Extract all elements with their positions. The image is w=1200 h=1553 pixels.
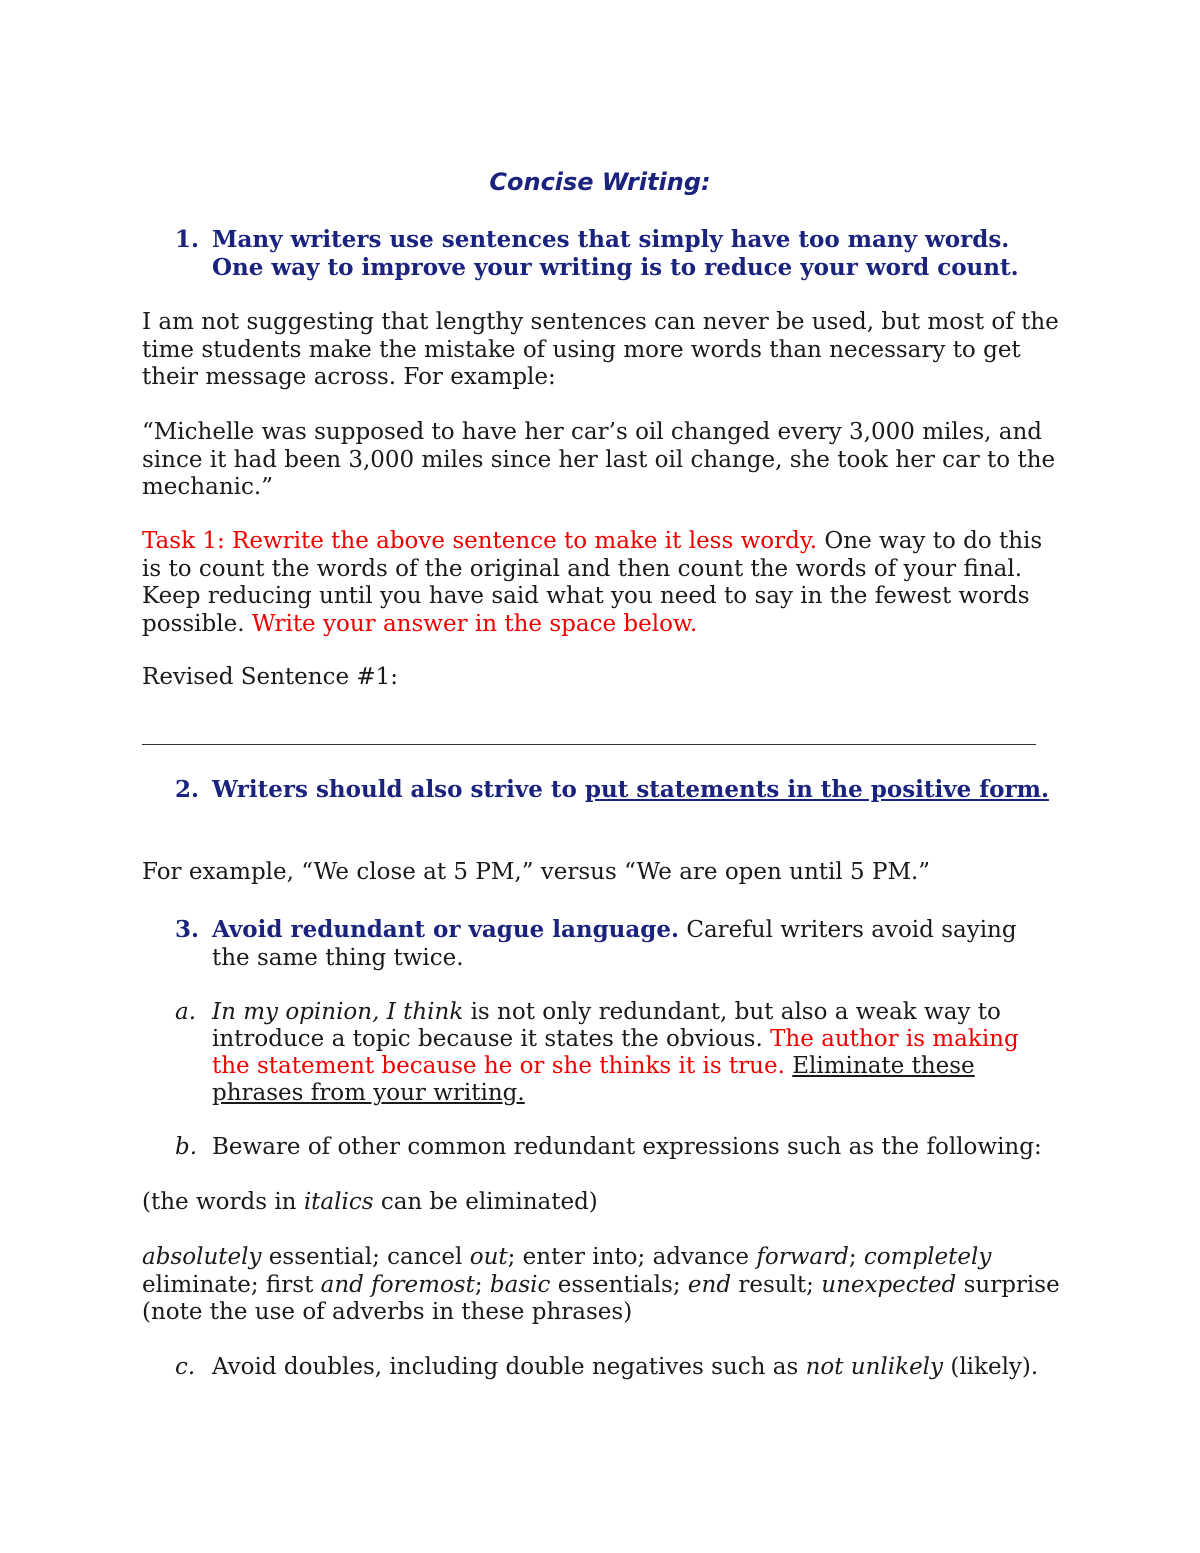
point-3-lead: Avoid redundant or vague language. xyxy=(212,916,680,943)
sub-item-c-text xyxy=(212,1354,1055,1381)
italics-note-post: can be eliminated) xyxy=(373,1189,598,1215)
point-1-line-2: One way to improve your writing is to reduce your word count. xyxy=(212,254,1019,281)
sub-item-c-italic: not unlikely xyxy=(805,1354,944,1380)
expression-text: surprise (note the use of adverbs in these phrases) xyxy=(142,1271,1060,1325)
intro-paragraph: I am not suggesting that lengthy sentences can never be used, but most of the time students make the mistake of using more words than necessary to get their message across. For example: xyxy=(142,309,1059,390)
redundant-expressions xyxy=(142,1244,1062,1327)
point-3-text xyxy=(212,916,1055,972)
sub-item-a-text xyxy=(212,999,1055,1107)
point-2-underlined: put statements in the positive form. xyxy=(584,776,1049,803)
point-2-example: For example, “We close at 5 PM,” versus “We are open until 5 PM.” xyxy=(142,859,931,885)
point-3-rest: Careful writers avoid saying the same thing twice. xyxy=(212,917,1017,971)
point-1-line-1: Many writers use sentences that simply have too many words. xyxy=(212,226,1010,253)
point-2-number: 2. xyxy=(175,776,200,803)
expression-italic: basic xyxy=(489,1271,551,1298)
answer-line[interactable] xyxy=(142,744,1036,745)
expression-italic: completely xyxy=(863,1244,992,1270)
task-1-lead: Task 1: Rewrite the above sentence to make it less wordy. xyxy=(142,528,818,554)
sub-item-c xyxy=(175,1354,1055,1381)
point-2-text xyxy=(212,776,1055,804)
point-1-number: 1. xyxy=(175,226,200,253)
expression-text: ; enter into; advance xyxy=(507,1244,757,1270)
point-1 xyxy=(175,226,1055,282)
expression-italic: out xyxy=(469,1244,508,1270)
sub-item-a-underlined: Eliminate these phrases from your writing. xyxy=(212,1053,975,1106)
expression-text: eliminate; first xyxy=(142,1271,321,1298)
sub-item-c-tail: (likely). xyxy=(943,1354,1039,1380)
example-sentence: “Michelle was supposed to have her car’s oil changed every 3,000 miles, and since it had been 3,000 miles since her last oil change, she took her car to the mechanic.” xyxy=(142,419,1056,500)
sub-item-a-letter: a. xyxy=(175,999,197,1025)
italics-note-pre: (the words in xyxy=(142,1189,304,1215)
sub-item-a-text-1: is not only redundant, but also a weak way to introduce a topic because it states the obvious. xyxy=(212,999,1001,1052)
point-2-lead: Writers should also strive to xyxy=(212,776,585,803)
expression-text: result; xyxy=(731,1271,822,1298)
expression-italic: absolutely xyxy=(142,1244,262,1270)
task-1-instructions: One way to do this is to count the words of the original and then count the words of your final. Keep reducing until you have said what you need to say in the fewest words possible. xyxy=(142,528,1043,637)
point-3-number: 3. xyxy=(175,916,200,943)
expression-text: essentials; xyxy=(550,1271,688,1298)
sub-item-b-text: Beware of other common redundant expressions such as the following: xyxy=(212,1134,1042,1160)
revised-sentence-label: Revised Sentence #1: xyxy=(142,664,399,690)
italics-note xyxy=(142,1189,1062,1217)
point-1-text xyxy=(212,226,1055,282)
sub-item-b xyxy=(175,1134,1055,1161)
task-1-answer-instruction: Write your answer in the space below. xyxy=(251,610,698,637)
point-2 xyxy=(175,776,1055,804)
expression-text: ; xyxy=(848,1244,864,1270)
point-3 xyxy=(175,916,1055,972)
expression-italic: and foremost xyxy=(320,1271,475,1298)
expression-italic: forward xyxy=(756,1244,849,1270)
sub-item-b-letter: b. xyxy=(175,1134,198,1160)
italics-note-italic: italics xyxy=(303,1189,374,1215)
expression-italic: end xyxy=(687,1271,732,1298)
expression-text: essential; cancel xyxy=(261,1244,470,1270)
sub-item-a-red: The author is making the statement because he or she thinks it is true. xyxy=(212,1026,1019,1079)
document-title: Concise Writing: xyxy=(489,168,711,196)
sub-item-a xyxy=(175,999,1055,1107)
sub-item-a-italic: In my opinion, I think xyxy=(212,999,464,1025)
sub-item-c-lead: Avoid doubles, including double negatives such as xyxy=(212,1354,806,1380)
sub-item-c-letter: c. xyxy=(175,1354,196,1380)
expression-italic: unexpected xyxy=(821,1271,957,1298)
expression-text: ; xyxy=(474,1271,490,1298)
task-1-paragraph xyxy=(142,528,1062,638)
